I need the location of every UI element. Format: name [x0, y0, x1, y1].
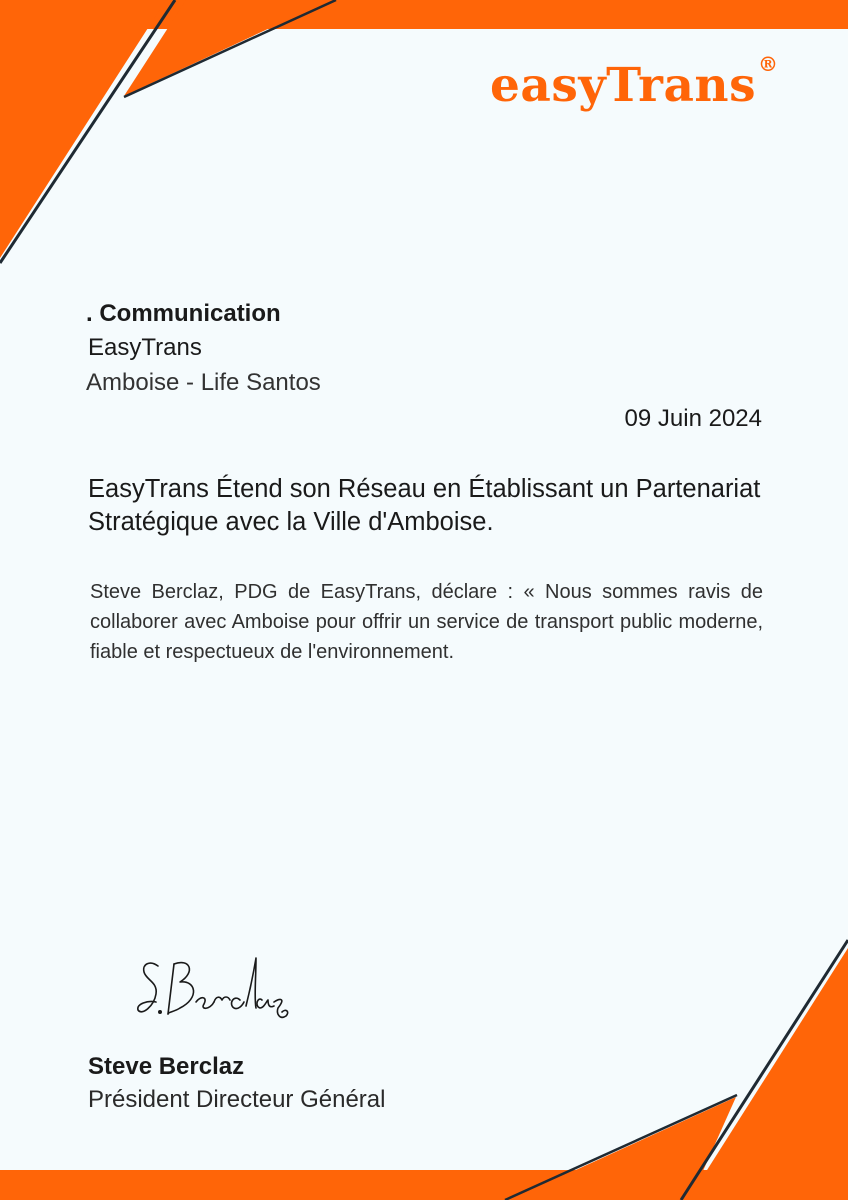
- bottom-right-triangle: [688, 948, 848, 1200]
- sender-address: Amboise - Life Santos: [86, 369, 321, 396]
- handwritten-signature: [130, 950, 300, 1030]
- signer-name: Steve Berclaz: [88, 1053, 245, 1080]
- letter-headline: EasyTrans Étend son Réseau en Établissant un Partenariat Stratégique avec la Ville d'Amboise.: [88, 475, 761, 536]
- letter-body: Steve Berclaz, PDG de EasyTrans, déclare : « Nous sommes ravis de collaborer avec Amboise pour offrir un service de transport public moderne, fiable et respectueux de l'environnement.: [90, 581, 763, 663]
- signer-title: Président Directeur Général: [88, 1086, 386, 1113]
- registered-mark: ®: [758, 52, 779, 76]
- easytrans-logo: [490, 52, 779, 113]
- logo-text: easyTrans: [490, 58, 757, 113]
- letter-date: 09 Juin 2024: [624, 405, 762, 432]
- top-left-triangle: [0, 0, 166, 258]
- sender-department: . Communication: [86, 300, 281, 327]
- sender-company: EasyTrans: [88, 334, 202, 361]
